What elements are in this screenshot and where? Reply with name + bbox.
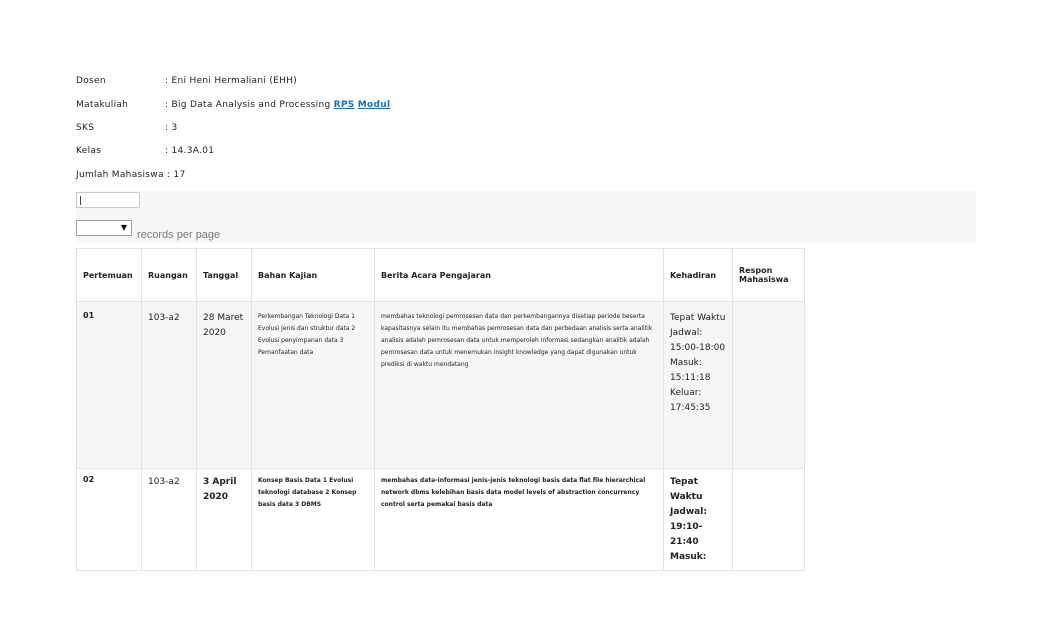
header-berita-acara[interactable]: Berita Acara Pengajaran bbox=[375, 249, 664, 302]
table-header-row bbox=[77, 249, 805, 302]
header-bahan-kajian[interactable]: Bahan Kajian bbox=[252, 249, 375, 302]
cell-respon bbox=[733, 302, 805, 469]
records-per-page-select[interactable] bbox=[76, 220, 132, 236]
table-row bbox=[77, 469, 805, 571]
cell-kehadiran: Tepat Waktu Jadwal: 19:10-21:40 Masuk: bbox=[664, 469, 733, 571]
header-respon[interactable]: Respon Mahasiswa bbox=[733, 249, 805, 302]
records-per-page-label: records per page bbox=[137, 229, 221, 241]
cell-pertemuan: 01 bbox=[77, 302, 142, 469]
rps-link[interactable]: RPS bbox=[333, 100, 355, 110]
cell-berita-acara: membahas teknologi pemrosesan data dan perkembangannya disetiap periode beserta kapasitasnya selain itu membahas pemrosesan data dan perbedaan analisis serta analitik analisis adalah pemrosesan data untuk memperoleh informasi sedangkan analitik adalah pemrosesan data untuk menemukan insight knowledge yang dapat digunakan untuk prediksi di waktu mendatang bbox=[375, 302, 664, 469]
dosen-row bbox=[76, 76, 297, 86]
header-ruangan[interactable]: Ruangan bbox=[142, 249, 197, 302]
cell-berita-acara: membahas data-informasi jenis-jenis teknologi basis data flat file hierarchical network dbms kelebihan basis data model levels of abstraction concurrency control serta pemakai basis data bbox=[375, 469, 664, 571]
matakuliah-row bbox=[76, 100, 390, 110]
jumlah-mahasiswa: Jumlah Mahasiswa : 17 bbox=[76, 170, 186, 180]
cell-ruangan: 103-a2 bbox=[142, 469, 197, 571]
modul-link[interactable]: Modul bbox=[357, 100, 391, 110]
header-tanggal[interactable]: Tanggal bbox=[197, 249, 252, 302]
table-row bbox=[77, 302, 805, 469]
schedule-table bbox=[76, 248, 805, 571]
matakuliah-label: Matakuliah bbox=[76, 100, 129, 110]
chevron-down-icon: ▼ bbox=[120, 223, 128, 232]
cell-tanggal: 28 Maret 2020 bbox=[197, 302, 252, 469]
sks-value: : 3 bbox=[165, 123, 178, 133]
sks-label: SKS bbox=[76, 123, 95, 133]
sks-row bbox=[76, 123, 178, 133]
cell-pertemuan: 02 bbox=[77, 469, 142, 571]
header-kehadiran[interactable]: Kehadiran bbox=[664, 249, 733, 302]
dosen-label: Dosen bbox=[76, 76, 106, 86]
cell-bahan-kajian: Konsep Basis Data 1 Evolusi teknologi database 2 Konsep basis data 3 DBMS bbox=[252, 469, 375, 571]
cell-kehadiran: Tepat Waktu Jadwal: 15:00-18:00 Masuk: 15:11:18 Keluar: 17:45:35 bbox=[664, 302, 733, 469]
header-pertemuan[interactable]: Pertemuan bbox=[77, 249, 142, 302]
kelas-label: Kelas bbox=[76, 146, 102, 156]
kelas-value: : 14.3A.01 bbox=[165, 146, 215, 156]
kelas-row bbox=[76, 146, 214, 156]
dosen-value: : Eni Heni Hermaliani (EHH) bbox=[165, 76, 298, 86]
cell-bahan-kajian: Perkembangan Teknologi Data 1 Evolusi jenis dan struktur data 2 Evolusi penyimpanan data 3 Pemanfaatan data bbox=[252, 302, 375, 469]
cell-ruangan: 103-a2 bbox=[142, 302, 197, 469]
matakuliah-value: : Big Data Analysis and Processing bbox=[165, 100, 331, 110]
cell-tanggal: 3 April 2020 bbox=[197, 469, 252, 571]
text-cursor bbox=[80, 196, 81, 205]
cell-respon bbox=[733, 469, 805, 571]
search-input[interactable] bbox=[76, 192, 140, 208]
